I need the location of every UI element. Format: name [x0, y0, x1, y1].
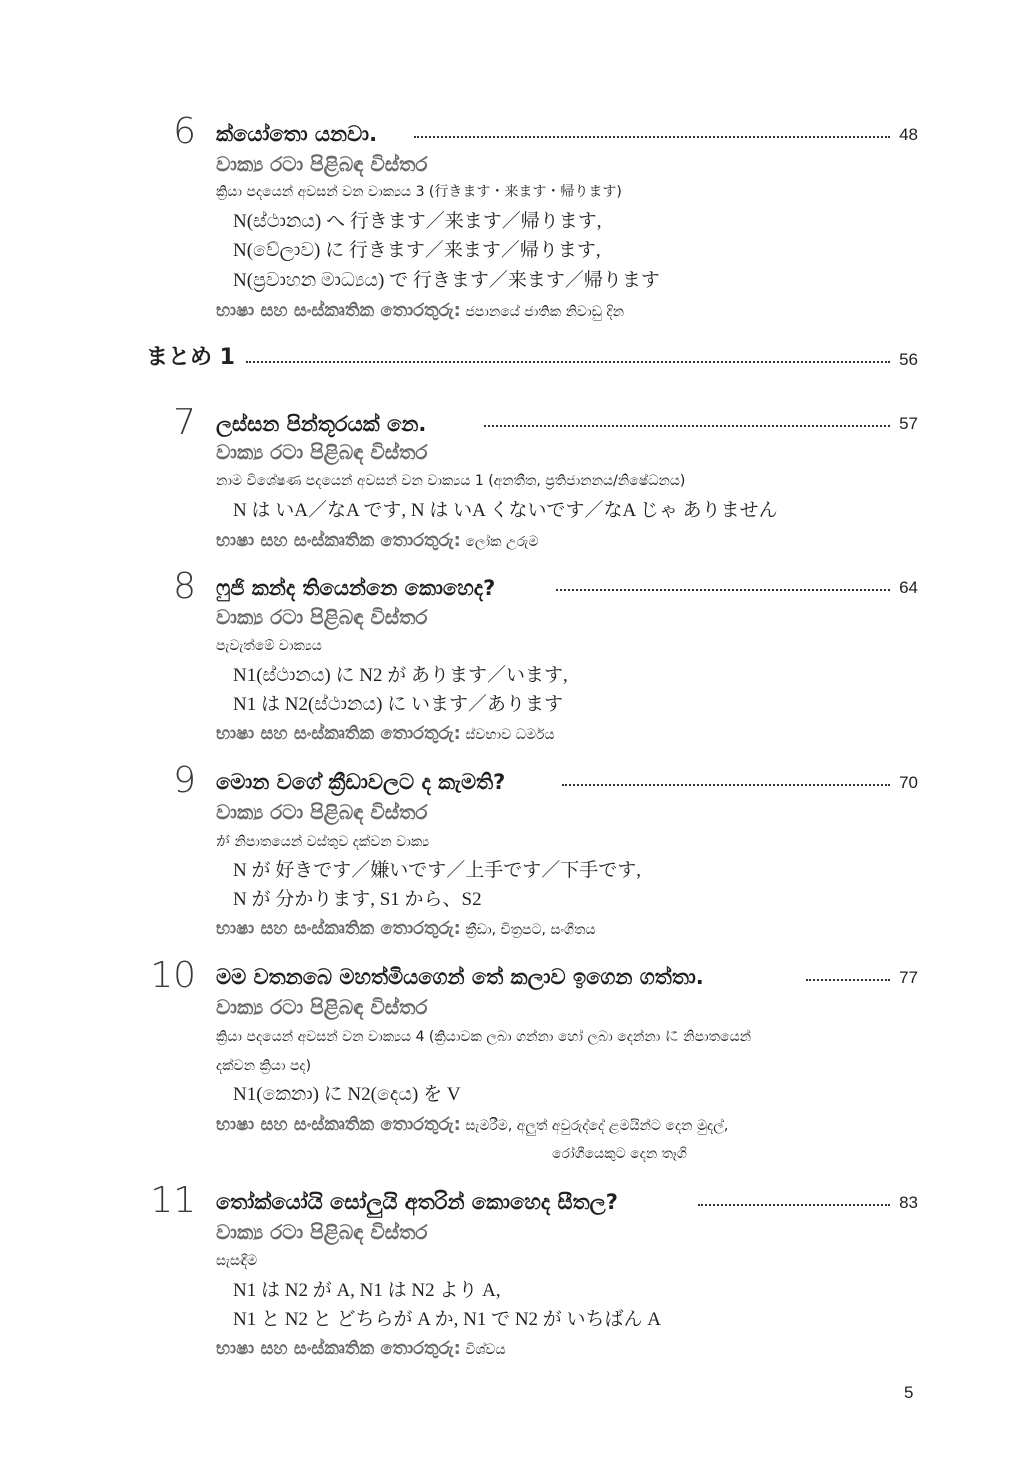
- grammar-description-cont: දක්වන ක්‍රියා පද): [216, 1058, 312, 1074]
- leader-dots: [556, 589, 890, 591]
- grammar-description: නාම විශේෂණ පදයෙන් අවසන් වන වාක්‍යය 1 (අනතීත, ප්‍රතිජානනය/නිෂේධනය): [216, 473, 686, 489]
- leader-dots: [698, 1204, 890, 1206]
- culture-info: [216, 1114, 728, 1137]
- culture-value: ජපානයේ ජාතික නිවාඩු දින: [465, 304, 625, 320]
- culture-label: භාෂා සහ සංස්කෘතික තොරතුරු:: [216, 530, 461, 551]
- page-ref: 77: [899, 968, 918, 987]
- lesson-title: තෝක්යෝයි සෝලුයි අතරින් කොහෙද සීතල?: [216, 1190, 618, 1214]
- grammar-heading: වාක්‍ය රටා පිළිබඳ විස්තර: [216, 1220, 428, 1244]
- pattern-line: N(වේලාව) に 行きます／来ます／帰ります,: [233, 240, 601, 261]
- culture-label: භාෂා සහ සංස්කෘතික තොරතුරු:: [216, 918, 461, 939]
- culture-info: [216, 530, 538, 553]
- grammar-description: පැවැත්මේ වාක්‍යය: [216, 638, 322, 654]
- grammar-description: ක්‍රියා පදයෙන් අවසන් වන වාක්‍යය 4 (ක්‍රියාවක ලබා ගන්නා හෝ ලබා දෙන්නා に නිපාතයෙන්: [216, 1029, 752, 1045]
- page-ref: 48: [899, 125, 918, 144]
- pattern-line: N1 は N2 が A, N1 は N2 より A,: [233, 1280, 501, 1301]
- page-ref: 64: [899, 578, 918, 597]
- grammar-heading: වාක්‍ය රටා පිළිබඳ විස්තර: [216, 152, 428, 176]
- pattern-line: N1 と N2 と どちらが A か, N1 で N2 が いちばん A: [233, 1309, 662, 1330]
- pattern-line: N が 好きです／嫌いです／上手です／下手です,: [233, 860, 641, 881]
- culture-info: [216, 918, 596, 941]
- pattern-line: N(ස්ථානය) へ 行きます／来ます／帰ります,: [233, 211, 602, 232]
- culture-label: භාෂා සහ සංස්කෘතික තොරතුරු:: [216, 300, 461, 321]
- culture-label: භාෂා සහ සංස්කෘතික තොරතුරු:: [216, 1338, 461, 1359]
- lesson-number: 7: [173, 402, 196, 443]
- matome-title: まとめ 1: [146, 345, 235, 370]
- lesson-title: ෆුජි කන්ද තියෙන්නෙ කොහෙද?: [216, 576, 496, 600]
- culture-value: ක්‍රීඩා, චිත්‍රපට, සංගීතය: [465, 922, 596, 938]
- grammar-heading: වාක්‍ය රටා පිළිබඳ විස්තර: [216, 440, 428, 464]
- page-number: 5: [904, 1383, 914, 1402]
- grammar-heading: වාක්‍ය රටා පිළිබඳ විස්තර: [216, 995, 428, 1019]
- lesson-number: 8: [173, 566, 196, 607]
- leader-dots: [414, 136, 890, 138]
- culture-info: [216, 723, 555, 746]
- pattern-line: N1 は N2(ස්ථානය) に います／あります: [233, 694, 563, 715]
- page-ref: 56: [899, 350, 918, 369]
- page-ref: 83: [899, 1193, 918, 1212]
- culture-value: ස්වභාව ධර්මය: [465, 727, 555, 743]
- lesson-title: ලස්සන පින්තූරයක් නෙ.: [216, 412, 427, 436]
- pattern-line: N が 分かります, S1 から、S2: [233, 889, 482, 910]
- page-ref: 70: [899, 773, 918, 792]
- culture-value-cont: රෝගීයෙකුට දෙන තෑගි: [552, 1146, 687, 1162]
- page-ref: 57: [899, 414, 918, 433]
- culture-label: භාෂා සහ සංස්කෘතික තොරතුරු:: [216, 1114, 461, 1135]
- lesson-number: 6: [173, 111, 196, 152]
- pattern-line: N1(ස්ථානය) に N2 が あります／います,: [233, 665, 568, 686]
- grammar-description: සැසඳීම: [216, 1253, 258, 1269]
- lesson-title: මොන වගේ ක්‍රීඩාවලට ද කැමති?: [216, 770, 506, 794]
- culture-value: විශ්වය: [465, 1342, 506, 1358]
- grammar-description: ක්‍රියා පදයෙන් අවසන් වන වාක්‍යය 3 (行きます・来ます・帰ります): [216, 184, 622, 200]
- culture-value: ලෝක උරුම: [465, 534, 539, 550]
- pattern-line: N1(කෙනා) に N2(දෙය) を V: [233, 1084, 461, 1105]
- leader-dots: [246, 361, 890, 363]
- leader-dots: [562, 784, 890, 786]
- pattern-line: N は いA／なA です, N は いA くないです／なA じゃ ありません: [233, 500, 778, 521]
- lesson-title: ක්යෝතො යනවා.: [216, 122, 378, 146]
- lesson-number: 11: [150, 1180, 196, 1221]
- lesson-number: 9: [173, 760, 196, 801]
- grammar-heading: වාක්‍ය රටා පිළිබඳ විස්තර: [216, 605, 428, 629]
- pattern-line: N(ප්‍රවාහන මාධ්‍යය) で 行きます／来ます／帰ります: [233, 270, 660, 291]
- lesson-title: මම වතනබෙ මහත්මියගෙන් තේ කලාව ඉගෙන ගත්තා.: [216, 965, 704, 989]
- culture-value: සැමරීම, අලුත් අවුරුද්දේ ළමයින්ට දෙන මුදල්,: [465, 1118, 729, 1134]
- grammar-description: が නිපාතයෙන් වස්තුව දක්වන වාක්‍ය: [216, 834, 430, 850]
- lesson-number: 10: [150, 955, 196, 996]
- leader-dots: [484, 425, 890, 427]
- culture-info: [216, 1338, 506, 1361]
- grammar-heading: වාක්‍ය රටා පිළිබඳ විස්තර: [216, 800, 428, 824]
- culture-info: [216, 300, 624, 323]
- culture-label: භාෂා සහ සංස්කෘතික තොරතුරු:: [216, 723, 461, 744]
